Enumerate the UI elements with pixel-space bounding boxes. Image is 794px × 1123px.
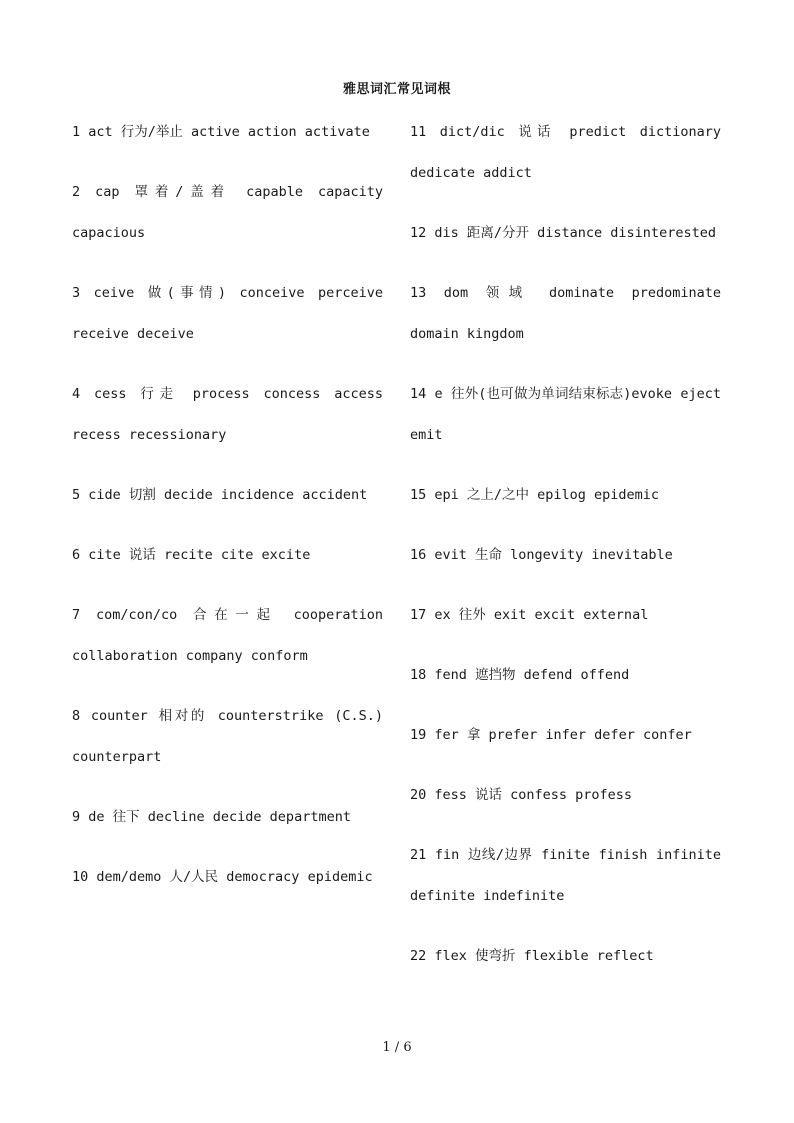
word-root-entry: 14 e 往外(也可做为单词结束标志)evoke eject emit [410,386,721,443]
right-column [410,112,721,977]
word-root-entry: 3 ceive 做(事情) conceive perceive receive deceive [72,285,383,342]
word-root-entry: 11 dict/dic 说话 predict dictionary dedicate addict [410,124,721,181]
word-root-entry: 20 fess 说话 confess profess [410,787,633,803]
word-root-entry: 1 act 行为/举止 active action activate [72,124,370,140]
word-root-entry: 21 fin 边线/边界 finite finish infinite definite indefinite [410,847,721,904]
word-root-entry: 19 fer 拿 prefer infer defer confer [410,727,692,743]
word-root-entry: 12 dis 距离/分开 distance disinterested [410,225,716,241]
word-root-entry: 2 cap 罩着/盖着 capable capacity capacious [72,184,383,241]
word-root-entry: 13 dom 领域 dominate predominate domain kingdom [410,285,721,342]
word-root-entry: 8 counter 相对的 counterstrike (C.S.) counterpart [72,708,383,765]
page-number: 1 / 6 [382,1040,412,1055]
word-root-entry: 4 cess 行走 process concess access recess recessionary [72,386,383,443]
word-root-entry: 15 epi 之上/之中 epilog epidemic [410,487,660,503]
left-column [72,112,383,898]
word-root-entry: 10 dem/demo 人/人民 democracy epidemic [72,869,373,885]
word-root-entry: 18 fend 遮挡物 defend offend [410,667,630,683]
word-root-entry: 22 flex 使弯折 flexible reflect [410,948,654,964]
word-root-entry: 7 com/con/co 合在一起 cooperation collaboration company conform [72,607,383,664]
word-root-entry: 16 evit 生命 longevity inevitable [410,547,673,563]
word-root-entry: 9 de 往下 decline decide department [72,809,351,825]
word-root-entry: 5 cide 切割 decide incidence accident [72,487,368,503]
word-root-entry: 17 ex 往外 exit excit external [410,607,649,623]
page-title: 雅思词汇常见词根 [342,82,451,97]
word-root-entry: 6 cite 说话 recite cite excite [72,547,311,563]
